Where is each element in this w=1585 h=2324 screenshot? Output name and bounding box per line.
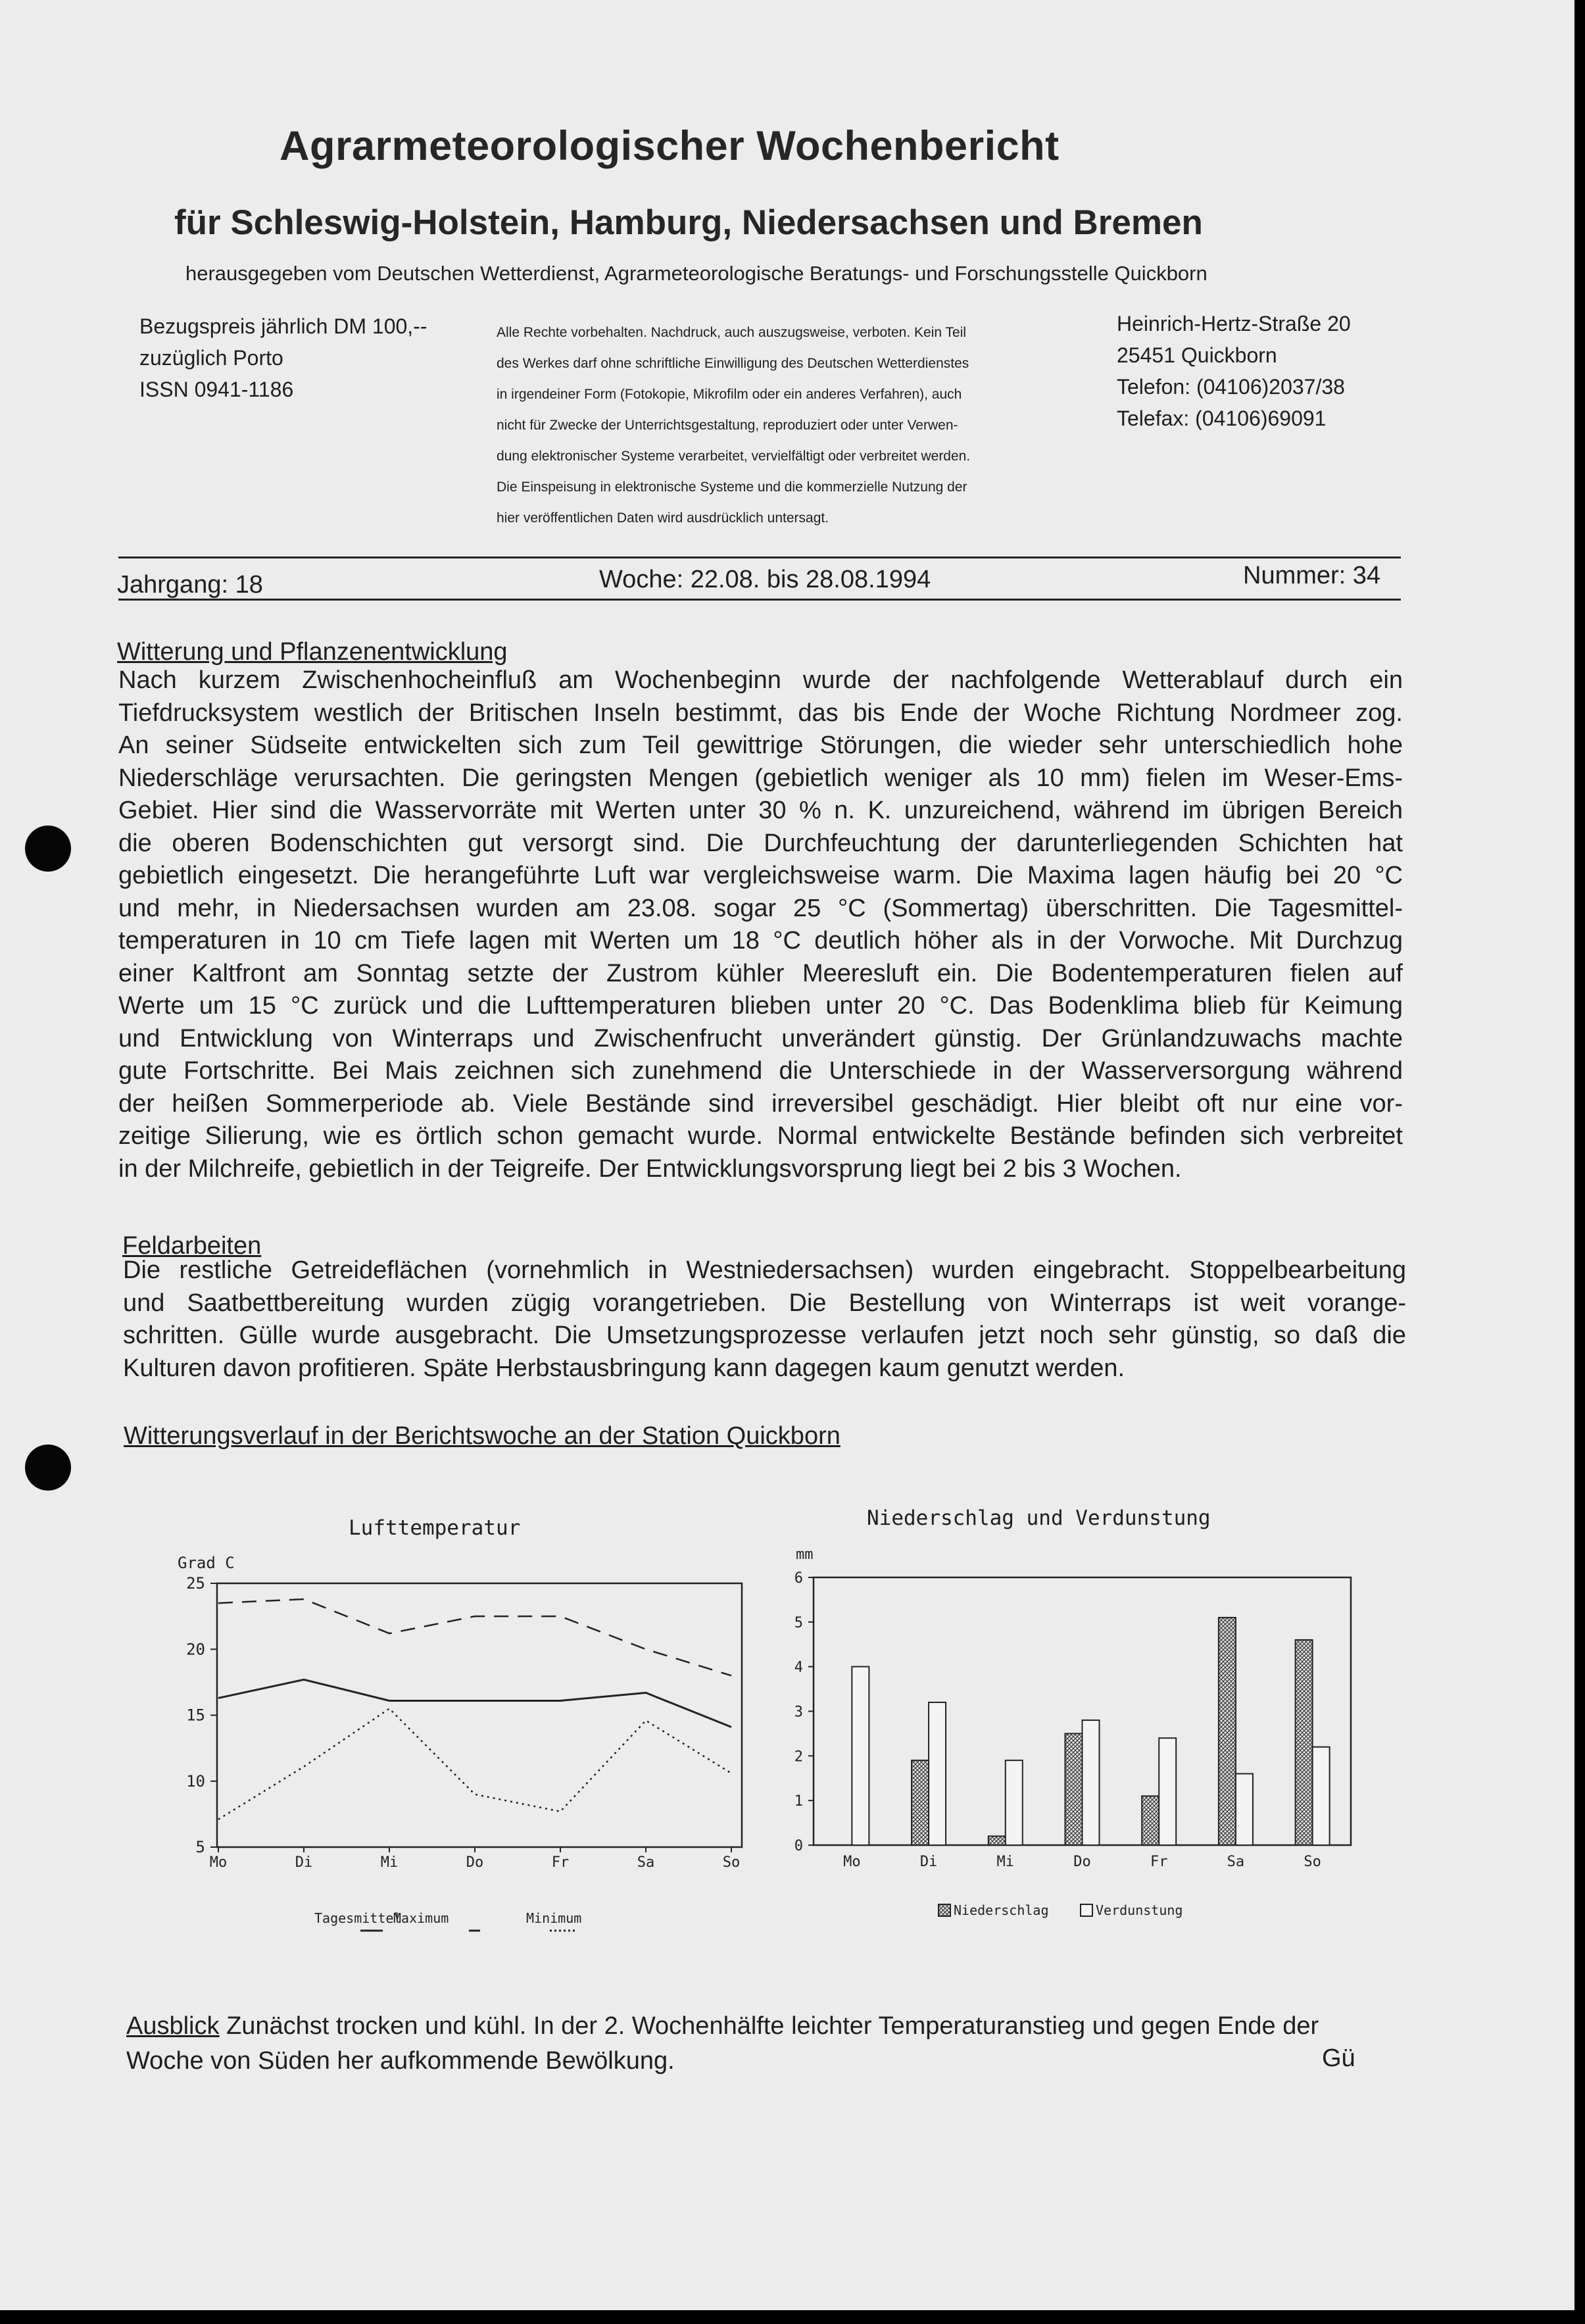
text-line: gebietlich eingesetzt. Die herangeführte Luft war vergleichsweise warm. Die Maxima lagen häufig bei 20 °C <box>118 862 1403 889</box>
temp-y-tick-label: 20 <box>186 1640 205 1659</box>
precip-bar-verdunstung <box>1159 1738 1176 1845</box>
text-line: Kulturen davon profitieren. Späte Herbstausbringung kann dagegen kaum genutzt werden. <box>123 1354 1125 1382</box>
text-line: zeitige Silierung, wie es örtlich schon gemacht wurde. Normal entwickelte Bestände befinden sich verbreitet <box>118 1122 1403 1150</box>
text-line: die oberen Bodenschichten gut versorgt sind. Die Durchfeuchtung der darunterliegenden Schichten hat <box>118 829 1403 857</box>
feldarbeiten-heading: Feldarbeiten <box>122 1232 262 1260</box>
precip-bar-verdunstung <box>852 1667 869 1845</box>
text-line: Tiefdrucksystem westlich der Britischen Inseln bestimmt, das bis Ende der Woche Richtung Nordmeer zog. <box>118 699 1403 727</box>
address-phone: Telefon: (04106)2037/38 <box>1117 375 1345 399</box>
text-line: Gebiet. Hier sind die Wasservorräte mit Werten unter 30 % n. K. unzureichend, während im übrigen Bereich <box>118 797 1403 824</box>
precip-bar-niederschlag <box>912 1760 929 1845</box>
precip-y-tick-label: 6 <box>794 1570 803 1587</box>
precip-y-axis-label: mm <box>796 1546 814 1563</box>
precip-bar-verdunstung <box>929 1702 946 1845</box>
author-signature: Gü <box>1322 2044 1355 2072</box>
temp-x-tick-label: Mo <box>209 1854 228 1871</box>
precip-bar-verdunstung <box>1006 1760 1023 1845</box>
precip-legend-swatch-niederschlag <box>939 1904 950 1916</box>
ausblick-text-1: Zunächst trocken und kühl. In der 2. Wochenhälfte leichter Temperaturanstieg und gegen Ende der <box>226 2012 1319 2040</box>
text-line: Niederschläge verursachten. Die geringsten Mengen (gebietlich weniger als 10 mm) fielen im Weser-Ems- <box>118 764 1403 792</box>
text-line: Die restliche Getreideflächen (vornehmlich in Westniedersachsen) wurden eingebracht. Stoppelbearbeitung <box>123 1256 1406 1284</box>
text-line: der heißen Sommerperiode ab. Viele Bestände sind irreversibel geschädigt. Hier bleibt oft nur eine vor- <box>118 1089 1403 1118</box>
text-line: in der Milchreife, gebietlich in der Teigreife. Der Entwicklungsvorsprung liegt bei 2 bis 3 Wochen. <box>118 1154 1182 1183</box>
report-title: Agrarmeteorologischer Wochenbericht <box>280 123 1060 169</box>
temp-y-tick-label: 5 <box>195 1838 205 1856</box>
precip-x-tick-label: Fr <box>1150 1854 1168 1870</box>
temp-x-tick-label: Di <box>295 1854 313 1871</box>
temp-plot-frame <box>217 1583 742 1847</box>
text-line: und Saatbettbereitung wurden zügig vorangetrieben. Die Bestellung von Winterraps ist weit vorange- <box>123 1289 1406 1317</box>
precip-legend-label: Niederschlag <box>954 1902 1049 1918</box>
precip-x-tick-label: Mi <box>996 1854 1015 1870</box>
temp-y-tick-label: 15 <box>186 1706 205 1725</box>
precip-y-tick-label: 0 <box>794 1838 803 1854</box>
precip-bar-niederschlag <box>1065 1733 1083 1845</box>
temp-y-tick-label: 10 <box>186 1771 205 1791</box>
issue-jahrgang: Jahrgang: 18 <box>117 571 263 599</box>
text-line: temperaturen in 10 cm Tiefe lagen mit Werten um 18 °C deutlich höher als in der Vorwoche. Mit Durchzug <box>118 927 1403 954</box>
address-street: Heinrich-Hertz-Straße 20 <box>1117 312 1351 335</box>
temp-y-tick-label: 25 <box>186 1574 205 1593</box>
rights-line: Alle Rechte vorbehalten. Nachdruck, auch auszugsweise, verboten. Kein Teil <box>497 325 967 340</box>
precip-bar-verdunstung <box>1083 1720 1100 1845</box>
precip-bar-verdunstung <box>1313 1747 1330 1845</box>
temp-legend-label: Tagesmittel <box>314 1910 402 1926</box>
precip-x-tick-label: Sa <box>1227 1854 1245 1870</box>
text-line: An seiner Südseite entwickelten sich zum Teil gewittrige Störungen, die wieder sehr unterschiedlich hohe <box>118 731 1403 759</box>
precip-chart <box>794 1546 1351 1918</box>
ausblick-section <box>126 2009 1319 2079</box>
rights-line: hier veröffentlichen Daten wird ausdrücklich untersagt. <box>497 510 829 526</box>
precip-y-tick-label: 4 <box>794 1659 803 1676</box>
rights-line: in irgendeiner Form (Fotokopie, Mikrofilm oder ein anderes Verfahren), auch <box>497 387 962 402</box>
address-fax: Telefax: (04106)69091 <box>1117 407 1327 430</box>
issue-woche: Woche: 22.08. bis 28.08.1994 <box>599 566 931 593</box>
precip-x-tick-label: Do <box>1073 1854 1091 1870</box>
text-line: schritten. Gülle wurde ausgebracht. Die Umsetzungsprozesse verlaufen jetzt noch sehr günstig, so daß die <box>123 1322 1406 1349</box>
temp-series-minimum <box>218 1708 731 1819</box>
precip-x-tick-label: Di <box>919 1854 938 1870</box>
report-subtitle: für Schleswig-Holstein, Hamburg, Niedersachsen und Bremen <box>174 203 1203 242</box>
precip-bar-verdunstung <box>1236 1773 1253 1845</box>
ausblick-text-2: Woche von Süden her aufkommende Bewölkung. <box>126 2047 675 2075</box>
temp-x-tick-label: Sa <box>637 1854 655 1871</box>
text-line: Werte um 15 °C zurück und die Lufttemperaturen blieben unter 20 °C. Das Bodenklima blieb für Keimung <box>118 992 1403 1020</box>
precip-y-tick-label: 1 <box>794 1793 803 1810</box>
text-line: gute Fortschritte. Bei Mais zeichnen sich zunehmend die Unterschiede in der Wasserversorgung während <box>118 1057 1403 1085</box>
subscription-porto: zuzüglich Porto <box>139 346 283 370</box>
precip-bar-niederschlag <box>1296 1640 1313 1845</box>
temp-x-tick-label: Fr <box>551 1854 570 1871</box>
temperature-chart-title: Lufttemperatur <box>349 1516 521 1540</box>
temperature-chart <box>178 1554 742 1931</box>
precip-legend-label: Verdunstung <box>1096 1902 1183 1918</box>
temp-legend-label: Maximum <box>393 1910 449 1926</box>
text-line: und mehr, in Niedersachsen wurden am 23.08. sogar 25 °C (Sommertag) überschritten. Die Tagesmittel- <box>118 894 1403 922</box>
issue-nummer: Nummer: 34 <box>1243 562 1381 589</box>
precip-y-tick-label: 3 <box>794 1704 803 1721</box>
precip-bar-niederschlag <box>1219 1618 1236 1845</box>
text-line: einer Kaltfront am Sonntag setzte der Zustrom kühler Meeresluft ein. Die Bodentemperaturen fielen auf <box>118 959 1403 987</box>
temp-y-axis-label: Grad C <box>178 1554 235 1572</box>
temp-legend-label: Minimum <box>526 1910 582 1926</box>
text-line: Nach kurzem Zwischenhocheinfluß am Wochenbeginn wurde der nachfolgende Wetterablauf durch ein <box>118 666 1403 694</box>
charts-heading: Witterungsverlauf in der Berichtswoche an der Station Quickborn <box>124 1422 841 1450</box>
rights-line: nicht für Zwecke der Unterrichtsgestaltung, reproduziert oder unter Verwen- <box>497 418 958 433</box>
temp-x-tick-label: Mi <box>380 1854 399 1871</box>
precip-chart-title: Niederschlag und Verdunstung <box>867 1506 1211 1530</box>
rights-line: Die Einspeisung in elektronische Systeme und die kommerzielle Nutzung der <box>497 480 967 495</box>
rights-line: dung elektronischer Systeme verarbeitet, vervielfältigt oder verbreitet werden. <box>497 449 971 464</box>
precip-y-tick-label: 5 <box>794 1614 803 1631</box>
temp-x-tick-label: Do <box>466 1854 484 1871</box>
precip-bar-niederschlag <box>1142 1796 1159 1845</box>
temp-series-tagesmittel <box>218 1679 731 1727</box>
subscription-price: Bezugspreis jährlich DM 100,-- <box>139 314 427 338</box>
ausblick-label: Ausblick <box>126 2012 220 2040</box>
precip-x-tick-label: So <box>1304 1854 1321 1870</box>
precip-y-tick-label: 2 <box>794 1748 803 1766</box>
rights-line: des Werkes darf ohne schriftliche Einwilligung des Deutschen Wetterdienstes <box>497 356 969 371</box>
address-city: 25451 Quickborn <box>1117 343 1277 367</box>
precip-legend-swatch-verdunstung <box>1081 1904 1092 1916</box>
temp-x-tick-label: So <box>722 1854 741 1871</box>
issn: ISSN 0941-1186 <box>139 378 294 401</box>
temp-series-maximum <box>218 1599 731 1675</box>
precip-x-tick-label: Mo <box>843 1854 861 1870</box>
text-line: und Entwicklung von Winterraps und Zwischenfrucht unverändert günstig. Der Grünlandzuwachs machte <box>118 1024 1403 1052</box>
precip-bar-niederschlag <box>988 1836 1006 1845</box>
witterung-heading: Witterung und Pflanzenentwicklung <box>117 638 508 666</box>
publisher-line: herausgegeben vom Deutschen Wetterdienst, Agrarmeteorologische Beratungs- und Forschungsstelle Quickborn <box>185 262 1207 285</box>
